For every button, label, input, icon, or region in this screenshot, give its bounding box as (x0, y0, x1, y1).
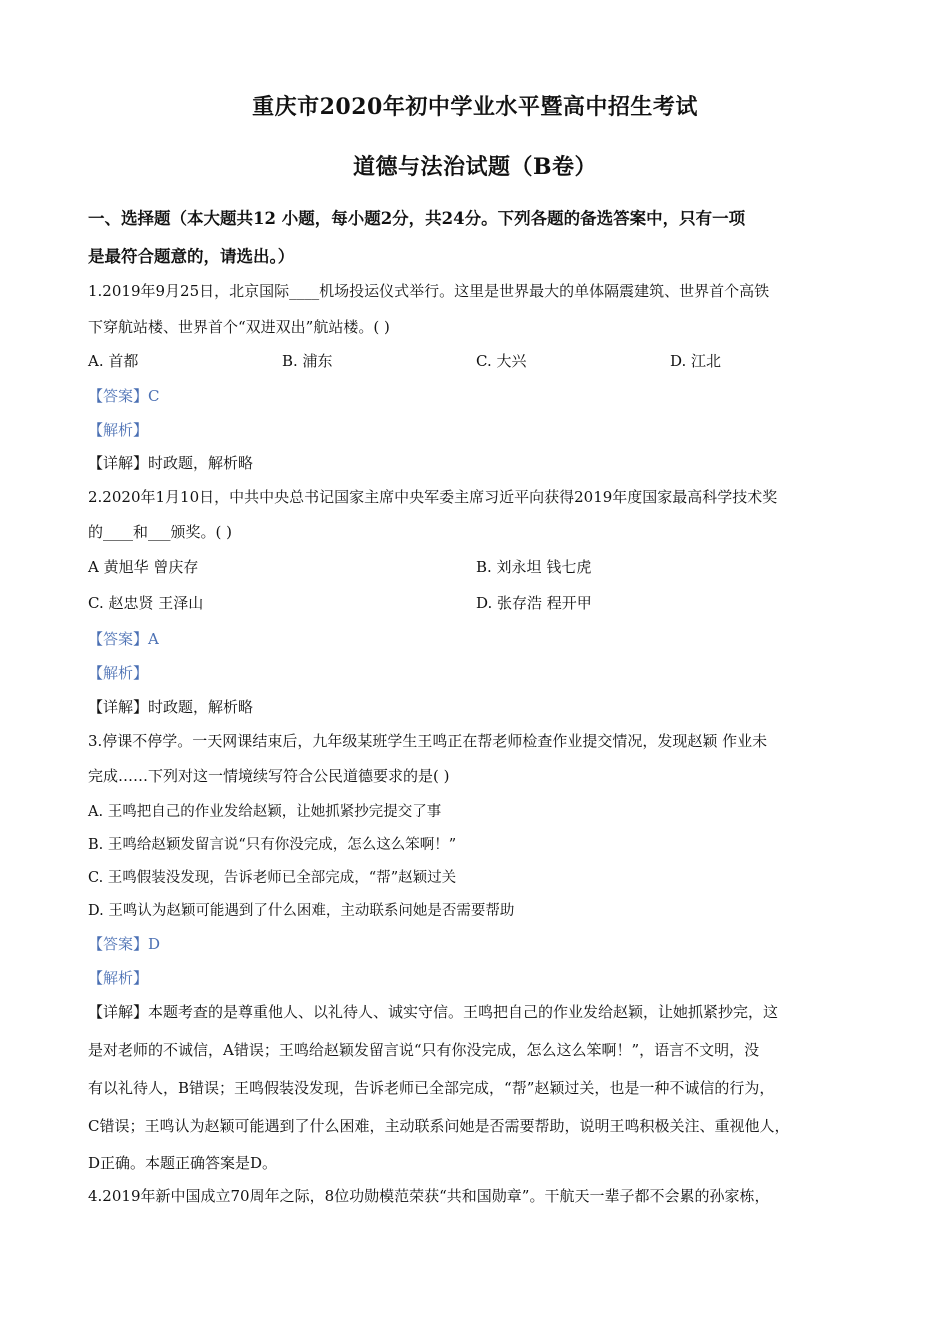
section-heading-line2: 是最符合题意的，请选出。） (88, 247, 295, 266)
q4-stem-line1: 4.2019年新中国成立70周年之际，8位功勋模范荣获“共和国勋章”。干航天一辈子都不会累的孙家栋， (88, 1187, 770, 1205)
q3-detail-line1: 【详解】本题考查的是尊重他人、以礼待人、诚实守信。王鸣把自己的作业发给赵颖，让她抓紧抄完，这 (88, 1003, 779, 1021)
q1-stem-line2: 下穿航站楼、世界首个“双进双出”航站楼。( ) (88, 318, 390, 336)
q3-option-a: A. 王鸣把自己的作业发给赵颖，让她抓紧抄完提交了事 (88, 804, 442, 820)
q2-analysis: 【解析】 (88, 664, 149, 682)
q2-option-b: B. 刘永坦 钱七虎 (476, 558, 592, 576)
q2-stem-line2: 的____和___颁奖。( ) (88, 523, 232, 541)
q2-stem-line1: 2.2020年1月10日，中共中央总书记国家主席中央军委主席习近平向获得2019年度国家最高科学技术奖 (88, 488, 778, 506)
q3-option-b: B. 王鸣给赵颖发留言说“只有你没完成，怎么这么笨啊！” (88, 837, 457, 853)
q3-answer: 【答案】D (88, 935, 161, 953)
q1-stem-line1: 1.2019年9月25日，北京国际____机场投运仪式举行。这里是世界最大的单体隔震建筑、世界首个高铁 (88, 282, 770, 300)
q3-analysis: 【解析】 (88, 969, 149, 987)
q3-option-c: C. 王鸣假装没发现，告诉老师已全部完成，“帮”赵颖过关 (88, 870, 457, 886)
q2-option-d: D. 张存浩 程开甲 (476, 594, 592, 612)
q3-detail-line3: 有以礼待人，B错误；王鸣假装没发现，告诉老师已全部完成，“帮”赵颖过关，也是一种不诚信的行为， (88, 1079, 775, 1097)
exam-title: 重庆市2020年初中学业水平暨高中招生考试 (252, 94, 698, 120)
exam-subtitle: 道德与法治试题（B卷） (352, 154, 598, 180)
q3-detail-line5: D正确。本题正确答案是D。 (88, 1154, 278, 1172)
q1-option-b: B. 浦东 (282, 352, 333, 370)
q1-option-a: A. 首都 (88, 352, 139, 370)
q1-answer: 【答案】C (88, 387, 160, 405)
q3-detail-line4: C错误；王鸣认为赵颖可能遇到了什么困难，主动联系问她是否需要帮助，说明王鸣积极关注、重视他人， (88, 1117, 790, 1135)
q3-stem-line2: 完成……下列对这一情境续写符合公民道德要求的是( ) (88, 767, 450, 785)
section-heading-line1: 一、选择题（本大题共12 小题，每小题2分，共24分。下列各题的备选答案中，只有一项 (88, 209, 746, 228)
q1-detail: 【详解】时政题，解析略 (88, 454, 254, 472)
q1-option-c: C. 大兴 (476, 352, 527, 370)
q3-detail-line2: 是对老师的不诚信，A错误；王鸣给赵颖发留言说“只有你没完成，怎么这么笨啊！”，语言不文明，没 (88, 1041, 760, 1059)
q1-analysis: 【解析】 (88, 421, 149, 439)
q2-option-c: C. 赵忠贤 王泽山 (88, 594, 204, 612)
q3-stem-line1: 3.停课不停学。一天网课结束后，九年级某班学生王鸣正在帮老师检查作业提交情况，发现赵颖 作业未 (88, 732, 768, 750)
q1-option-d: D. 江北 (670, 352, 722, 370)
q2-option-a: A 黄旭华 曾庆存 (88, 558, 199, 576)
q3-option-d: D. 王鸣认为赵颖可能遇到了什么困难，主动联系问她是否需要帮助 (88, 903, 515, 919)
q2-answer: 【答案】A (88, 630, 159, 648)
q2-detail: 【详解】时政题，解析略 (88, 698, 254, 716)
